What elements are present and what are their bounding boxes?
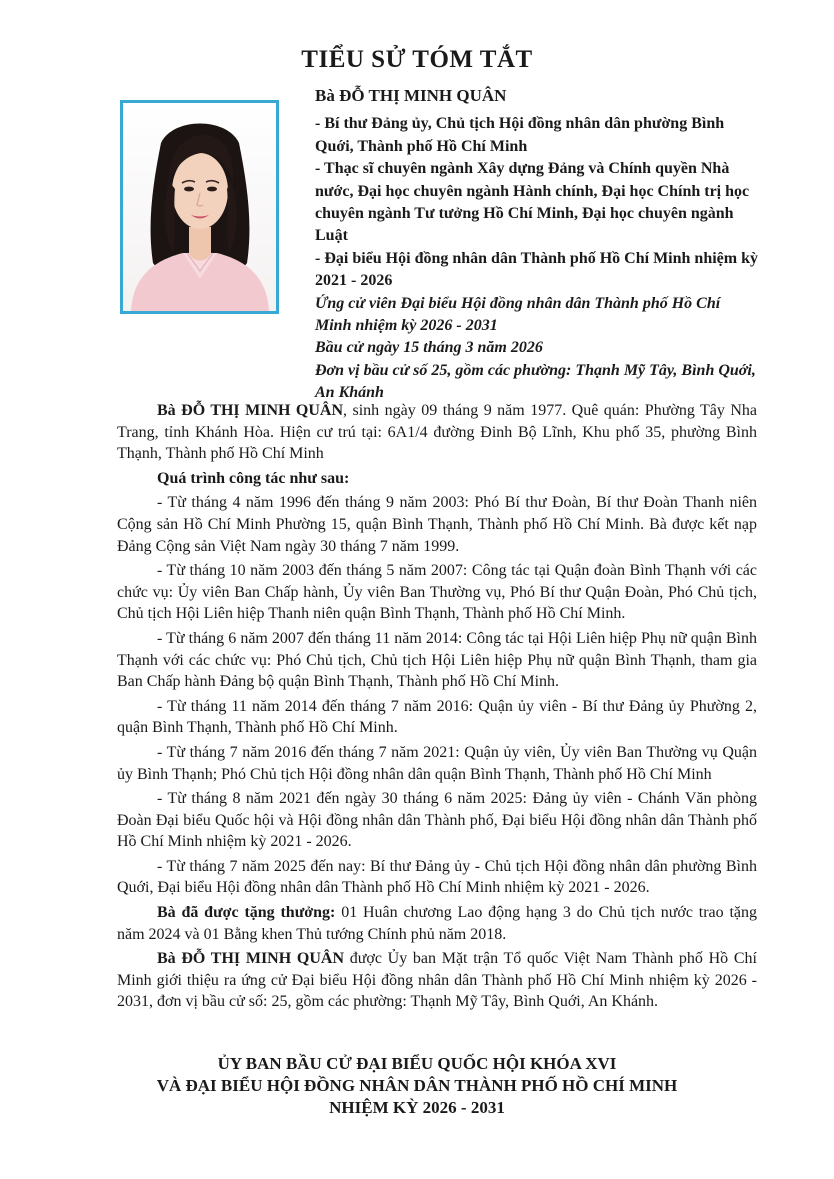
intro-name: Bà ĐỖ THỊ MINH QUÂN [157,402,344,419]
summary-header [315,85,760,405]
nomination-text: được Ủy ban Mặt trận Tổ quốc Việt Nam Thành phố Hồ Chí Minh giới thiệu ra ứng cử Đại biểu Hội đồng nhân dân Thành phố Hồ Chí Minh nhiệm kỳ 2026 - 2031, đơn vị bầu cử số: 25, gồm các phường: Thạnh Mỹ Tây, Bình Quới, An Khánh. [117,950,757,1011]
awards-label: Bà đã được tặng thưởng: [157,904,336,922]
election-date-line: Bầu cử ngày 15 tháng 3 năm 2026 [315,339,543,357]
portrait-photo [120,100,279,314]
document-title: TIỂU SỬ TÓM TẮT [301,46,533,73]
nomination-paragraph [117,948,757,1013]
career-item: - Từ tháng 7 năm 2016 đến tháng 7 năm 2021: Quận ủy viên, Ủy viên Ban Thường vụ Quận ủy Bình Thạnh; Phó Chủ tịch Hội đồng nhân dân quận Bình Thạnh, Thành phố Hồ Chí Minh [117,743,757,783]
career-item: - Từ tháng 6 năm 2007 đến tháng 11 năm 2014: Công tác tại Hội Liên hiệp Phụ nữ quận Bình Thạnh với các chức vụ: Phó Chủ tịch, Chủ tịch Hội Liên hiệp Phụ nữ quận Bình Thạnh, tham gia Ban Chấp hành Đảng bộ quận Bình Thạnh, Thành phố Hồ Chí Minh. [117,629,757,691]
career-item: - Từ tháng 10 năm 2003 đến tháng 5 năm 2007: Công tác tại Quận đoàn Bình Thạnh với các chức vụ: Ủy viên Ban Chấp hành, Ủy viên Ban Thường vụ, Phó Bí thư Quận Đoàn, Phó Chủ tịch, Chủ tịch Hội Liên hiệp Thanh niên quận Bình Thạnh, Thành phố Hồ Chí Minh. [117,562,757,623]
portrait-illustration [123,103,276,311]
issuing-committee [0,1053,834,1119]
summary-line-current-term: - Đại biểu Hội đồng nhân dân Thành phố Hồ Chí Minh nhiệm kỳ 2021 - 2026 [315,249,758,290]
footer-line-3: NHIỆM KỲ 2026 - 2031 [329,1098,505,1117]
constituency-line: Đơn vị bầu cử số 25, gồm các phường: Thạnh Mỹ Tây, Bình Quới, An Khánh [315,361,756,402]
summary-line-position: - Bí thư Đảng ủy, Chủ tịch Hội đồng nhân dân phường Bình Quới, Thành phố Hồ Chí Minh [315,115,725,155]
awards-text: 01 Huân chương Lao động hạng 3 do Chủ tịch nước trao tặng năm 2024 và 01 Bằng khen Thủ tướng Chính phủ năm 2018. [117,904,758,943]
nomination-name: Bà ĐỖ THỊ MINH QUÂN [157,950,344,968]
career-item: - Từ tháng 4 năm 1996 đến tháng 9 năm 2003: Phó Bí thư Đoàn, Bí thư Đoàn Thanh niên Cộng sản Hồ Chí Minh Phường 15, quận Bình Thạnh, Thành phố Hồ Chí Minh. Bà được kết nạp Đảng Cộng sản Việt Nam ngày 30 tháng 7 năm 1999. [117,494,757,555]
footer-line-1: ỦY BAN BẦU CỬ ĐẠI BIỂU QUỐC HỘI KHÓA XVI [217,1054,617,1073]
career-item: - Từ tháng 7 năm 2025 đến nay: Bí thư Đảng ủy - Chủ tịch Hội đồng nhân dân phường Bình Quới, Đại biểu Hội đồng nhân dân Thành phố Hồ Chí Minh nhiệm kỳ 2021 - 2026. [117,857,757,897]
candidate-name-heading: Bà ĐỖ THỊ MINH QUÂN [315,86,507,105]
summary-line-education: - Thạc sĩ chuyên ngành Xây dựng Đảng và Chính quyền Nhà nước, Đại học chuyên ngành Hành chính, Đại học Chính trị học chuyên ngành Tư tưởng Hồ Chí Minh, Đại học chuyên ngành Luật [315,160,750,245]
career-item: - Từ tháng 8 năm 2021 đến ngày 30 tháng 6 năm 2025: Đảng ủy viên - Chánh Văn phòng Đoàn Đại biểu Quốc hội và Hội đồng nhân dân Thành phố, Đại biểu Hội đồng nhân dân Thành phố Hồ Chí Minh nhiệm kỳ 2021 - 2026. [117,790,757,851]
biography-body [117,400,757,1016]
intro-paragraph [117,400,757,465]
candidacy-line: Ứng cử viên Đại biểu Hội đồng nhân dân Thành phố Hồ Chí Minh nhiệm kỳ 2026 - 2031 [315,294,721,335]
awards-paragraph [117,902,757,945]
footer-line-2: VÀ ĐẠI BIỂU HỘI ĐỒNG NHÂN DÂN THÀNH PHỐ HỒ CHÍ MINH [156,1076,678,1095]
career-heading: Quá trình công tác như sau: [157,469,350,487]
intro-text: , sinh ngày 09 tháng 9 năm 1977. Quê quán: Phường Tây Nha Trang, tỉnh Khánh Hòa. Hiện cư trú tại: 6A1/4 đường Đinh Bộ Lĩnh, Khu phố 35, phường Bình Thạnh, Thành phố Hồ Chí Minh [117,402,758,463]
career-item: - Từ tháng 11 năm 2014 đến tháng 7 năm 2016: Quận ủy viên - Bí thư Đảng ủy Phường 2, quận Bình Thạnh, Thành phố Hồ Chí Minh. [117,697,757,737]
